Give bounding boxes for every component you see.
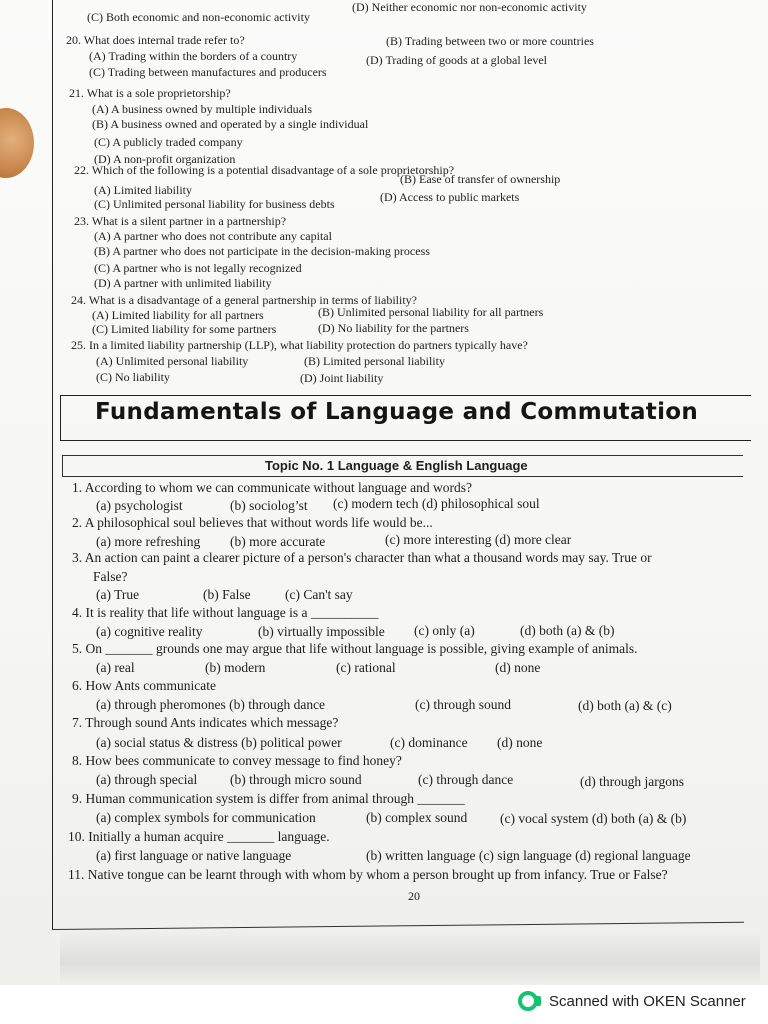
question-line: (a) social status & distress (b) political power (96, 735, 342, 750)
question-line: (d) none (495, 660, 541, 675)
previous-question-line: (A) Unlimited personal liability (96, 354, 249, 368)
previous-question-line: (D) A non-profit organization (94, 152, 236, 166)
previous-question-line: 24. What is a disadvantage of a general partnership in terms of liability? (71, 293, 418, 307)
section-title: Fundamentals of Language and Commutation (95, 399, 699, 425)
question-line: (d) both (a) & (c) (578, 698, 672, 713)
question-line: 5. On _______ grounds one may argue that life without language is possible, giving example of animals. (72, 641, 638, 656)
previous-question-line: 23. What is a silent partner in a partnership? (74, 214, 287, 228)
question-line: (b) more accurate (230, 534, 326, 549)
question-line: (d) through jargons (580, 774, 684, 789)
question-line: (c) vocal system (d) both (a) & (b) (500, 811, 687, 826)
previous-question-line: 20. What does internal trade refer to? (66, 33, 245, 47)
scanner-label: Scanned with OKEN Scanner (549, 992, 746, 1010)
question-line: 10. Initially a human acquire _______ language. (68, 829, 330, 844)
question-line: (a) more refreshing (96, 534, 201, 549)
previous-question-line: (D) Trading of goods at a global level (366, 53, 547, 67)
question-line: (c) dominance (390, 735, 468, 750)
oken-scanner-logo-icon (518, 990, 542, 1012)
question-line: (a) first language or native language (96, 848, 292, 863)
previous-question-line: (A) Limited liability (94, 183, 192, 197)
previous-question-line: 22. Which of the following is a potential disadvantage of a sole proprietorship? (74, 163, 455, 177)
previous-question-line: (D) A partner with unlimited liability (94, 276, 272, 290)
previous-question-line: (C) Limited liability for some partners (92, 322, 277, 336)
question-line: (a) real (96, 660, 135, 675)
previous-question-line: 25. In a limited liability partnership (LLP), what liability protection do partners typically have? (71, 338, 528, 352)
previous-question-line: (A) A business owned by multiple individuals (92, 102, 312, 116)
previous-question-line: (D) Joint liability (300, 371, 384, 385)
question-line: (c) more interesting (d) more clear (385, 532, 572, 547)
topic-title: Topic No. 1 Language & English Language (265, 458, 528, 473)
previous-question-line: (A) Trading within the borders of a country (89, 49, 298, 63)
question-line: 11. Native tongue can be learnt through with whom by whom a person brought up from infancy. True or False? (68, 867, 668, 882)
question-line: (a) True (96, 587, 140, 602)
page-shadow (60, 930, 760, 985)
previous-question-line: (B) Trading between two or more countries (386, 34, 594, 48)
previous-question-line: (B) Unlimited personal liability for all partners (318, 305, 544, 319)
question-line: (b) sociolog’st (230, 498, 308, 513)
question-line: 4. It is reality that life without language is a __________ (72, 605, 379, 620)
page-number: 20 (408, 889, 420, 903)
previous-question-line: (B) Limited personal liability (304, 354, 445, 368)
question-line: (b) virtually impossible (258, 624, 385, 639)
question-line: (a) psychologist (96, 498, 183, 513)
question-line: (c) modern tech (d) philosophical soul (333, 496, 540, 511)
previous-question-line: (A) Limited liability for all partners (92, 308, 264, 322)
previous-question-line: (D) Access to public markets (380, 190, 520, 204)
previous-question-line: (C) Unlimited personal liability for business debts (94, 197, 335, 211)
previous-question-line: (B) A partner who does not participate in the decision-making process (94, 244, 430, 258)
previous-question-line: (C) A publicly traded company (94, 135, 243, 149)
question-line: (b) False (203, 587, 251, 602)
question-line: 7. Through sound Ants indicates which message? (72, 715, 339, 730)
question-line: 8. How bees communicate to convey message to find honey? (72, 753, 402, 768)
question-line: (a) through pheromones (b) through dance (96, 697, 326, 712)
previous-question-line: 21. What is a sole proprietorship? (69, 86, 231, 100)
question-line: (c) through sound (415, 697, 511, 712)
question-line: (c) Can't say (285, 587, 353, 602)
previous-question-line: (C) Both economic and non-economic activity (87, 10, 310, 24)
previous-question-line: (C) A partner who is not legally recognized (94, 261, 302, 275)
question-line: (b) complex sound (366, 810, 468, 825)
question-line: 1. According to whom we can communicate without language and words? (72, 480, 473, 495)
question-line: (c) rational (336, 660, 396, 675)
question-line: (a) cognitive reality (96, 624, 203, 639)
question-line: 2. A philosophical soul believes that without words life would be... (72, 515, 433, 530)
question-line: 3. An action can paint a clearer picture of a person's character than what a thousand words may say. True or (72, 550, 652, 565)
bottom-rule (52, 922, 744, 930)
previous-question-line: (A) A partner who does not contribute any capital (94, 229, 332, 243)
question-line: False? (93, 569, 128, 584)
previous-question-line: (B) A business owned and operated by a single individual (92, 117, 369, 131)
question-line: (a) through special (96, 772, 198, 787)
question-line: (c) only (a) (414, 623, 475, 638)
question-line: (d) both (a) & (b) (520, 623, 615, 638)
previous-question-line: (C) No liability (96, 370, 170, 384)
previous-question-line: (B) Ease of transfer of ownership (400, 172, 561, 186)
question-line: (b) through micro sound (230, 772, 362, 787)
previous-question-line: (D) Neither economic nor non-economic activity (352, 0, 587, 14)
question-line: 6. How Ants communicate (72, 678, 216, 693)
scanner-watermark (518, 990, 746, 1012)
previous-question-line: (C) Trading between manufactures and producers (89, 65, 327, 79)
question-line: (c) through dance (418, 772, 514, 787)
question-line: 9. Human communication system is differ from animal through _______ (72, 791, 465, 806)
question-line: (a) complex symbols for communication (96, 810, 316, 825)
question-line: (d) none (497, 735, 543, 750)
binder-hole (0, 108, 34, 178)
previous-question-line: (D) No liability for the partners (318, 321, 469, 335)
question-line: (b) modern (205, 660, 266, 675)
question-line: (b) written language (c) sign language (d) regional language (366, 848, 691, 863)
left-margin-rule (52, 0, 53, 930)
